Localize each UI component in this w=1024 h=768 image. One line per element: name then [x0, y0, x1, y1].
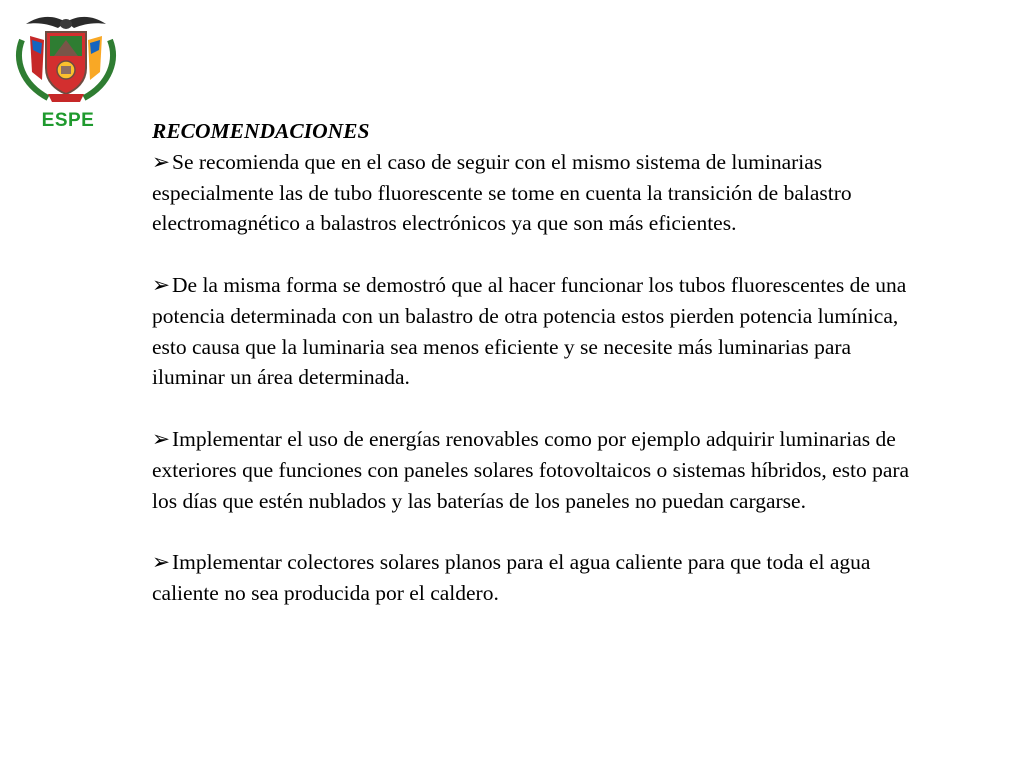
arrow-bullet-icon: ➢	[152, 149, 171, 174]
recommendation-item	[152, 424, 912, 516]
recommendation-text: Se recomienda que en el caso de seguir con el mismo sistema de luminarias especialmente las de tubo fluorescente se tome en cuenta la transición de balastro electromagnético a balastros electrónicos ya que son más eficientes.	[152, 149, 852, 236]
recommendation-text: De la misma forma se demostró que al hacer funcionar los tubos fluorescentes de una potencia determinada con un balastro de otra potencia estos pierden potencia lumínica, esto causa que la luminaria sea menos eficiente y se necesite más luminarias para iluminar un área determinada.	[152, 272, 907, 390]
arrow-bullet-icon: ➢	[152, 550, 171, 575]
slide-content	[152, 116, 912, 640]
recommendation-item	[152, 270, 912, 393]
arrow-bullet-icon: ➢	[152, 272, 171, 297]
recommendation-text: Implementar el uso de energías renovables como por ejemplo adquirir luminarias de exteriores que funciones con paneles solares fotovoltaicos o sistemas híbridos, esto para los días que estén nublados y las baterías de los paneles no puedan cargarse.	[152, 426, 910, 513]
arrow-bullet-icon: ➢	[152, 426, 171, 451]
espe-logo-text: ESPE	[41, 110, 95, 131]
slide-heading: RECOMENDACIONES	[152, 119, 370, 143]
recommendation-item	[152, 147, 912, 239]
recommendation-text: Implementar colectores solares planos para el agua caliente para que toda el agua caliente no sea producida por el caldero.	[152, 550, 871, 605]
espe-coat-of-arms-icon	[8, 10, 124, 106]
recommendation-item	[152, 547, 912, 609]
